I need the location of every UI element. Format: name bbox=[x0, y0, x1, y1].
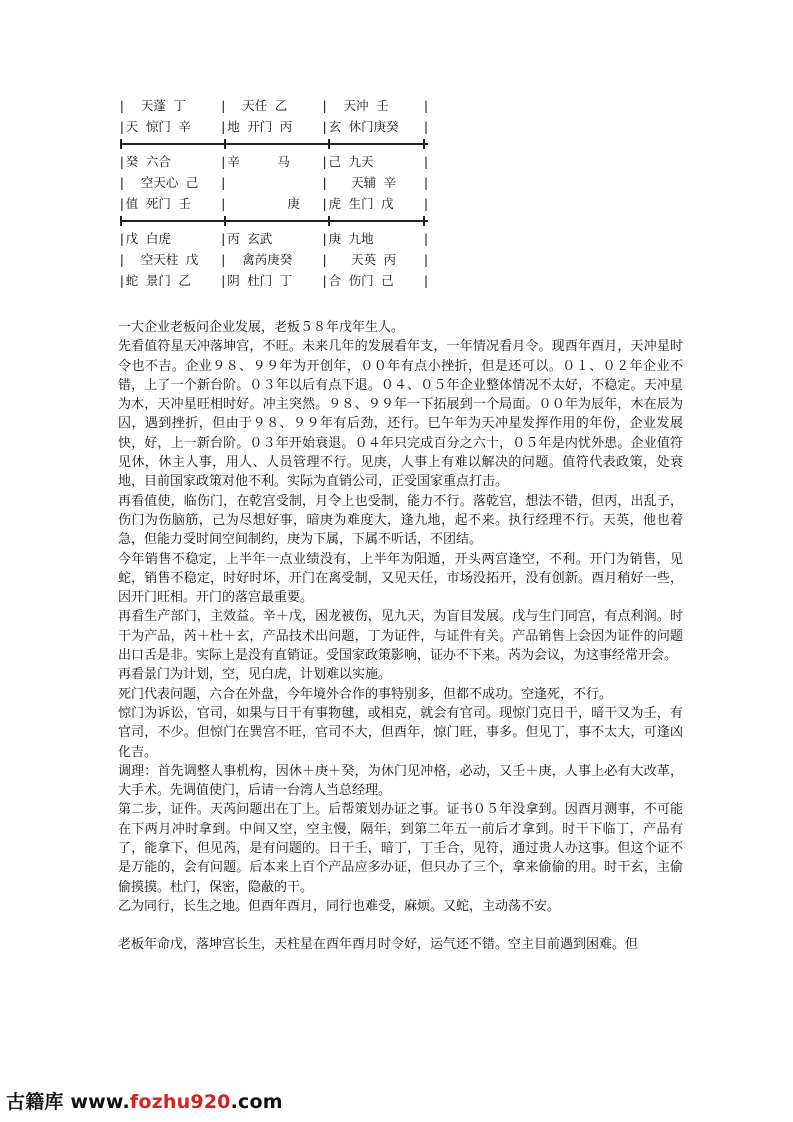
chart-cell: 天任 乙 bbox=[227, 98, 288, 113]
chart-cell: 禽芮庚癸 bbox=[227, 252, 293, 267]
chart-cell: 辛 马 bbox=[227, 154, 290, 169]
paragraph: 再看景门为计划，空，见白虎，计划难以实施。 bbox=[118, 667, 392, 683]
paragraph-gap bbox=[118, 916, 683, 935]
chart-bar: | bbox=[219, 231, 228, 246]
chart-cell: 天 惊门 辛 bbox=[125, 119, 191, 134]
chart-bar: | bbox=[118, 231, 126, 246]
chart-bar: | bbox=[320, 252, 329, 267]
paragraph: 乙为同行，长生之地。但酉年酉月，同行也难受，麻烦。又蛇，主动荡不安。 bbox=[118, 898, 561, 914]
paragraph: 再看值使，临伤门，在乾宫受制，月令上也受制，能力不行。落乾宫，想法不错，但丙，出乱子，伤门为伤脑筋，己为尽想好事，暗庚为难度大，逢九地，起不来。执行经理不行。天英，他也着急，但能力受时间空间制约，庚为下属，下属不听话，不团结。 bbox=[118, 493, 683, 548]
chart-row bbox=[118, 151, 430, 172]
chart-bar: | bbox=[219, 196, 228, 211]
chart-cell: 天英 丙 bbox=[328, 252, 397, 267]
chart-cell bbox=[227, 172, 321, 193]
body-text bbox=[118, 318, 683, 955]
chart-cell: 己 九天 bbox=[328, 154, 374, 169]
chart-cell: 戊 白虎 bbox=[125, 231, 171, 246]
chart-bar: | bbox=[422, 273, 430, 288]
chart-bar: | bbox=[422, 154, 430, 169]
chart-bar: | bbox=[118, 175, 126, 190]
chart-cell: 阴 杜门 丁 bbox=[227, 273, 293, 288]
paragraph: 再看生产部门，主效益。辛＋戊，困龙被伤，见九天，为盲目发展。戊与生门同宫，有点利润。时干为产品，芮＋杜＋玄，产品技术出问题，丁为证件，与证件有关。产品销售上会因为证件的问题出口舌是非。实际上是没有直销证。受国家政策影响，证办不下来。芮为会议，为这事经常开会。 bbox=[118, 609, 683, 664]
chart-row bbox=[118, 270, 430, 291]
chart-cell: 合 伤门 己 bbox=[328, 273, 394, 288]
chart-bar: | bbox=[118, 196, 126, 211]
chart-cell: 癸 六合 bbox=[125, 154, 171, 169]
site-watermark bbox=[6, 1087, 283, 1114]
chart-cell: 天冲 壬 bbox=[328, 98, 389, 113]
chart-divider-tick bbox=[120, 139, 122, 149]
chart-bar: | bbox=[219, 98, 228, 113]
chart-bar: | bbox=[320, 98, 329, 113]
chart-row bbox=[118, 193, 430, 214]
watermark-brand: fozhu920 bbox=[129, 1091, 231, 1113]
chart-bar: | bbox=[118, 252, 126, 267]
chart-cell: 值 死门 壬 bbox=[125, 196, 191, 211]
paragraph: 今年销售不稳定，上半年一点业绩没有，上半年为阳遁，开头两宫逢空，不利。开门为销售，见蛇，销售不稳定，时好时坏，开门在离受制，又见天任，市场没拓开，没有创新。酉月稍好一些，因开门旺相。开门的落宫最重要。 bbox=[118, 551, 683, 606]
chart-divider-tick bbox=[120, 216, 122, 226]
chart-divider-tick bbox=[224, 139, 226, 149]
chart-bar: | bbox=[320, 154, 329, 169]
chart-divider-tick bbox=[423, 216, 425, 226]
chart-bar: | bbox=[219, 154, 228, 169]
chart-bar: | bbox=[320, 273, 329, 288]
chart-bar: | bbox=[422, 175, 430, 190]
chart-row bbox=[118, 228, 430, 249]
paragraph: 一大企业老板问企业发展，老板５８年戊年生人。 bbox=[118, 320, 405, 335]
chart-bar: | bbox=[118, 154, 126, 169]
chart-divider-tick bbox=[328, 139, 330, 149]
chart-bar: | bbox=[320, 231, 329, 246]
chart-bar: | bbox=[219, 175, 228, 190]
chart-cell: 玄 休门庚癸 bbox=[328, 119, 399, 134]
chart-cell: 虎 生门 戊 bbox=[328, 196, 394, 211]
chart-cell: 空天心 己 bbox=[125, 175, 199, 190]
chart-bar: | bbox=[118, 98, 126, 113]
chart-divider bbox=[118, 214, 430, 228]
chart-row bbox=[118, 95, 430, 116]
chart-bar: | bbox=[118, 273, 126, 288]
chart-cell: 庚 bbox=[227, 196, 300, 211]
chart-bar: | bbox=[422, 252, 430, 267]
chart-cell: 空天柱 戊 bbox=[125, 252, 199, 267]
paragraph: 死门代表问题，六合在外盘，今年境外合作的事特别多，但都不成功。空逢死，不行。 bbox=[118, 686, 613, 702]
chart-bar: | bbox=[219, 119, 228, 134]
chart-bar: | bbox=[422, 119, 430, 134]
watermark-suffix: .com bbox=[230, 1091, 283, 1113]
chart-bar: | bbox=[422, 231, 430, 246]
chart-divider-tick bbox=[423, 139, 425, 149]
chart-row bbox=[118, 172, 430, 193]
chart-bar: | bbox=[118, 119, 126, 134]
watermark-prefix: 古籍库 www. bbox=[6, 1091, 130, 1113]
paragraph: 第二步，证件。天芮问题出在丁上。后帮策划办证之事。证书０５年没拿到。因酉月测事，不可能在下两月冲时拿到。中间又空，空主慢，隔年，到第二年五一前后才拿到。时干下临丁，产品有了，能拿下，但见芮，是有问题的。日干壬，暗丁，丁壬合，见符，通过贵人办这事。但这个证不是万能的，会有问题。后本来上百个产品应多办证，但只办了三个，拿来偷偷的用。时干玄，主偷偷摸摸。杜门，保密，隐蔽的干。 bbox=[118, 802, 683, 895]
chart-cell: 地 开门 丙 bbox=[227, 119, 293, 134]
paragraph: 先看值符星天冲落坤宫，不旺。未来几年的发展看年支，一年情况看月令。现酉年酉月，天冲星时令也不吉。企业９８、９９年为开创年，００年有点小挫折，但是还可以。０１、０２年企业不错，上了一个新台阶。０３年以后有点下退。０４、０５年企业整体情况不太好，不稳定。天冲星为木，天冲星旺相时好。冲主突然。９８、９９年一下拓展到一个局面。００年为辰年，木在辰为囚，遇到挫折，但由于９８、９９年有后劲，还行。巳午年为天冲星发挥作用的年份，企业发展快，好，上一新台阶。０３年开始衰退。０４年只完成百分之六十，０５年是内忧外患。企业值符见休，休主人事，用人、人员管理不行。见庚，人事上有难以解决的问题。值符代表政策，处衰地，目前国家政策对他不利。实际为直销公司，正受国家重点打击。 bbox=[118, 339, 683, 490]
chart-divider-tick bbox=[224, 216, 226, 226]
chart-bar: | bbox=[422, 196, 430, 211]
chart-bar: | bbox=[219, 273, 228, 288]
paragraph: 惊门为诉讼，官司，如果与日干有事物毽，或相克，就会有官司。现惊门克日干，暗干又为壬，有官司，不少。但惊门在巽宫不旺，官司不大，但酉年，惊门旺，事多。但见丁，事不太大，可逢凶化吉。 bbox=[118, 705, 683, 760]
qimen-chart bbox=[118, 95, 430, 291]
chart-bar: | bbox=[422, 98, 430, 113]
chart-divider bbox=[118, 137, 430, 151]
chart-bar: | bbox=[320, 175, 329, 190]
chart-cell: 天辅 辛 bbox=[328, 175, 397, 190]
chart-bar: | bbox=[219, 252, 228, 267]
chart-row bbox=[118, 116, 430, 137]
chart-cell: 蛇 景门 乙 bbox=[125, 273, 191, 288]
chart-bar: | bbox=[320, 119, 329, 134]
chart-bar: | bbox=[320, 196, 329, 211]
paragraph: 老板年命戊，落坤宫长生，天柱星在酉年酉月时令好，运气还不错。空主目前遇到困难。但 bbox=[118, 937, 639, 953]
chart-divider-tick bbox=[328, 216, 330, 226]
chart-cell: 丙 玄武 bbox=[227, 231, 273, 246]
chart-row bbox=[118, 249, 430, 270]
chart-cell: 天蓬 丁 bbox=[125, 98, 186, 113]
paragraph: 调理：首先调整人事机构，因休＋庚＋癸，为休门见冲格，必动，又壬＋庚，人事上必有大改革，大手术。先调值使门，后请一台湾人当总经理。 bbox=[118, 763, 683, 799]
chart-cell: 庚 九地 bbox=[328, 231, 374, 246]
